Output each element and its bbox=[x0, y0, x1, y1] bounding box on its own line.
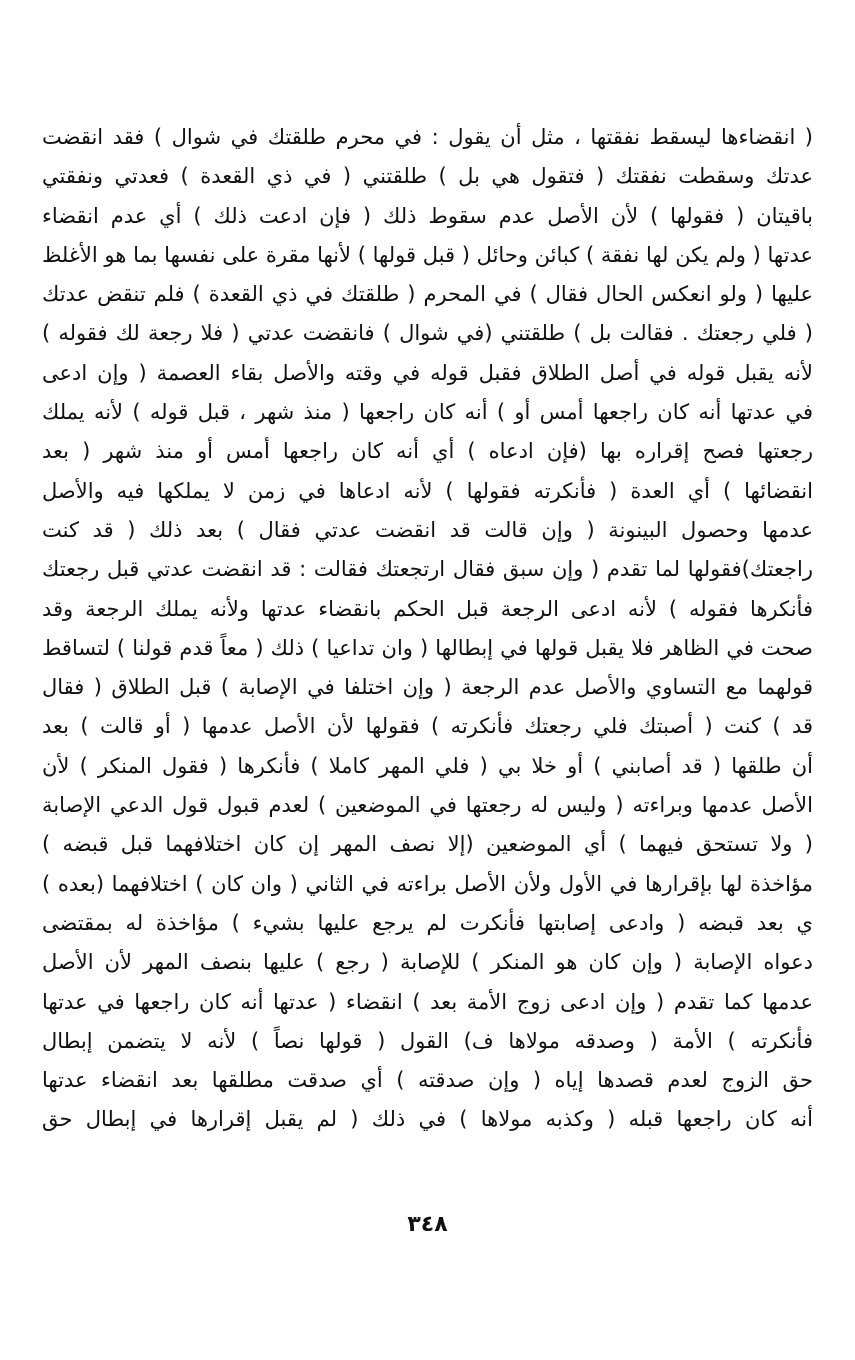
text-line: فأنكرته ) الأمة ( وصدقه مولاها ف) القول ( قولها نصاً ) لأنه لا يتضمن إبطال bbox=[42, 1028, 813, 1053]
text-line: لأنه يقبل قوله في أصل الطلاق فقبل قوله في وقته والأصل بقاء العصمة ( وإن ادعى bbox=[42, 360, 813, 385]
text-line: ( انقضاءها ليسقط نفقتها ، مثل أن يقول : في محرم طلقتك في شوال ) فقد انقضت bbox=[42, 125, 813, 149]
text-line: صحت في الظاهر فلا يقبل قولها في إبطالها ( وان تداعيا ) ذلك ( معاً قدم قولنا ) لتساقط bbox=[42, 635, 813, 660]
text-line: راجعتك)فقولها لما تقدم ( وإن سبق فقال ارتجعتك فقالت : قد انقضت عدتي قبل رجعتك bbox=[42, 557, 813, 582]
text-line: عليها ( ولو انعكس الحال فقال ) في المحرم ( طلقتك في ذي القعدة ) فلم تنقض عدتك bbox=[42, 282, 813, 307]
text-line: مؤاخذة لها بإقرارها في الأول ولأن الأصل براءته في الثاني ( وان كان ) اختلافهما (بعده ) bbox=[42, 871, 813, 896]
page-number: ٣٤٨ bbox=[407, 1212, 448, 1237]
text-line: دعواه الإصابة ( وإن كان هو المنكر ) للإصابة ( رجع ) عليها بنصف المهر لأن الأصل bbox=[42, 950, 813, 975]
text-line: ( فلي رجعتك . فقالت بل ) طلقتني (في شوال ) فانقضت عدتي ( فلا رجعة لك فقوله ) bbox=[42, 321, 813, 346]
text-line: انقضائها ) أي العدة ( فأنكرته فقولها ) لأنه ادعاها في زمن لا يملكها فيه والأصل bbox=[42, 478, 813, 503]
text-line: ( ولا تستحق فيهما ) أي الموضعين (إلا نصف المهر إن كان اختلافهما قبل قبضه ) bbox=[42, 832, 813, 857]
text-line: عدمها وحصول البينونة ( وإن قالت قد انقضت عدتي فقال ) بعد ذلك ( قد كنت bbox=[42, 517, 813, 542]
text-line: أنه كان راجعها قبله ( وكذبه مولاها ) في ذلك ( لم يقبل إقرارها في إبطال حق bbox=[42, 1107, 813, 1132]
text-line: في عدتها أنه كان راجعها أمس أو ) أنه كان راجعها ( منذ شهر ، قبل قوله ) لأنه يملك bbox=[42, 400, 813, 425]
body-text bbox=[42, 118, 813, 1140]
text-line: فأنكرها فقوله ) لأنه ادعى الرجعة قبل الحكم بانقضاء عدتها ولأنه يملك الرجعة وقد bbox=[42, 596, 813, 621]
text-line: الأصل عدمها وبراءته ( وليس له رجعتها في الموضعين ) لعدم قبول قول الدعي الإصابة bbox=[42, 793, 813, 818]
text-line: رجعتها فصح إقراره بها (فإن ادعاه ) أي أنه كان راجعها أمس أو منذ شهر ( بعد bbox=[42, 439, 813, 464]
text-line: عدمها كما تقدم ( وإن ادعى زوج الأمة بعد ) انقضاء ( عدتها أنه كان راجعها في عدتها bbox=[42, 989, 813, 1014]
text-line: عدتها ( ولم يكن لها نفقة ) كبائن وحائل ( قبل قولها ) لأنها مقرة على نفسها بما هو الأغلظ bbox=[42, 242, 813, 267]
text-line: ي بعد قبضه ( وادعى إصابتها فأنكرت لم يرجع عليها بشيء ) مؤاخذة له بمقتضى bbox=[42, 910, 813, 935]
text-line: عدتك وسقطت نفقتك ( فتقول هي بل ) طلقتني ( في ذي القعدة ) فعدتي ونفقتي bbox=[42, 164, 813, 189]
text-line: قولهما مع التساوي والأصل عدم الرجعة ( وإن اختلفا في الإصابة ) قبل الطلاق ( فقال bbox=[42, 675, 813, 700]
text-line: باقيتان ( فقولها ) لأن الأصل عدم سقوط ذلك ( فإن ادعت ذلك ) أي عدم انقضاء bbox=[42, 203, 813, 228]
text-line: حق الزوج لعدم قصدها إياه ( وإن صدقته ) أي صدقت مطلقها بعد انقضاء عدتها bbox=[42, 1068, 813, 1093]
text-line: أن طلقها ( قد أصابني ) أو خلا بي ( فلي المهر كاملا ) فأنكرها ( فقول المنكر ) لأن bbox=[42, 753, 813, 778]
text-line: قد ) كنت ( أصبتك فلي رجعتك فأنكرته ) فقولها لأن الأصل عدمها ( أو قالت ) بعد bbox=[42, 714, 813, 739]
